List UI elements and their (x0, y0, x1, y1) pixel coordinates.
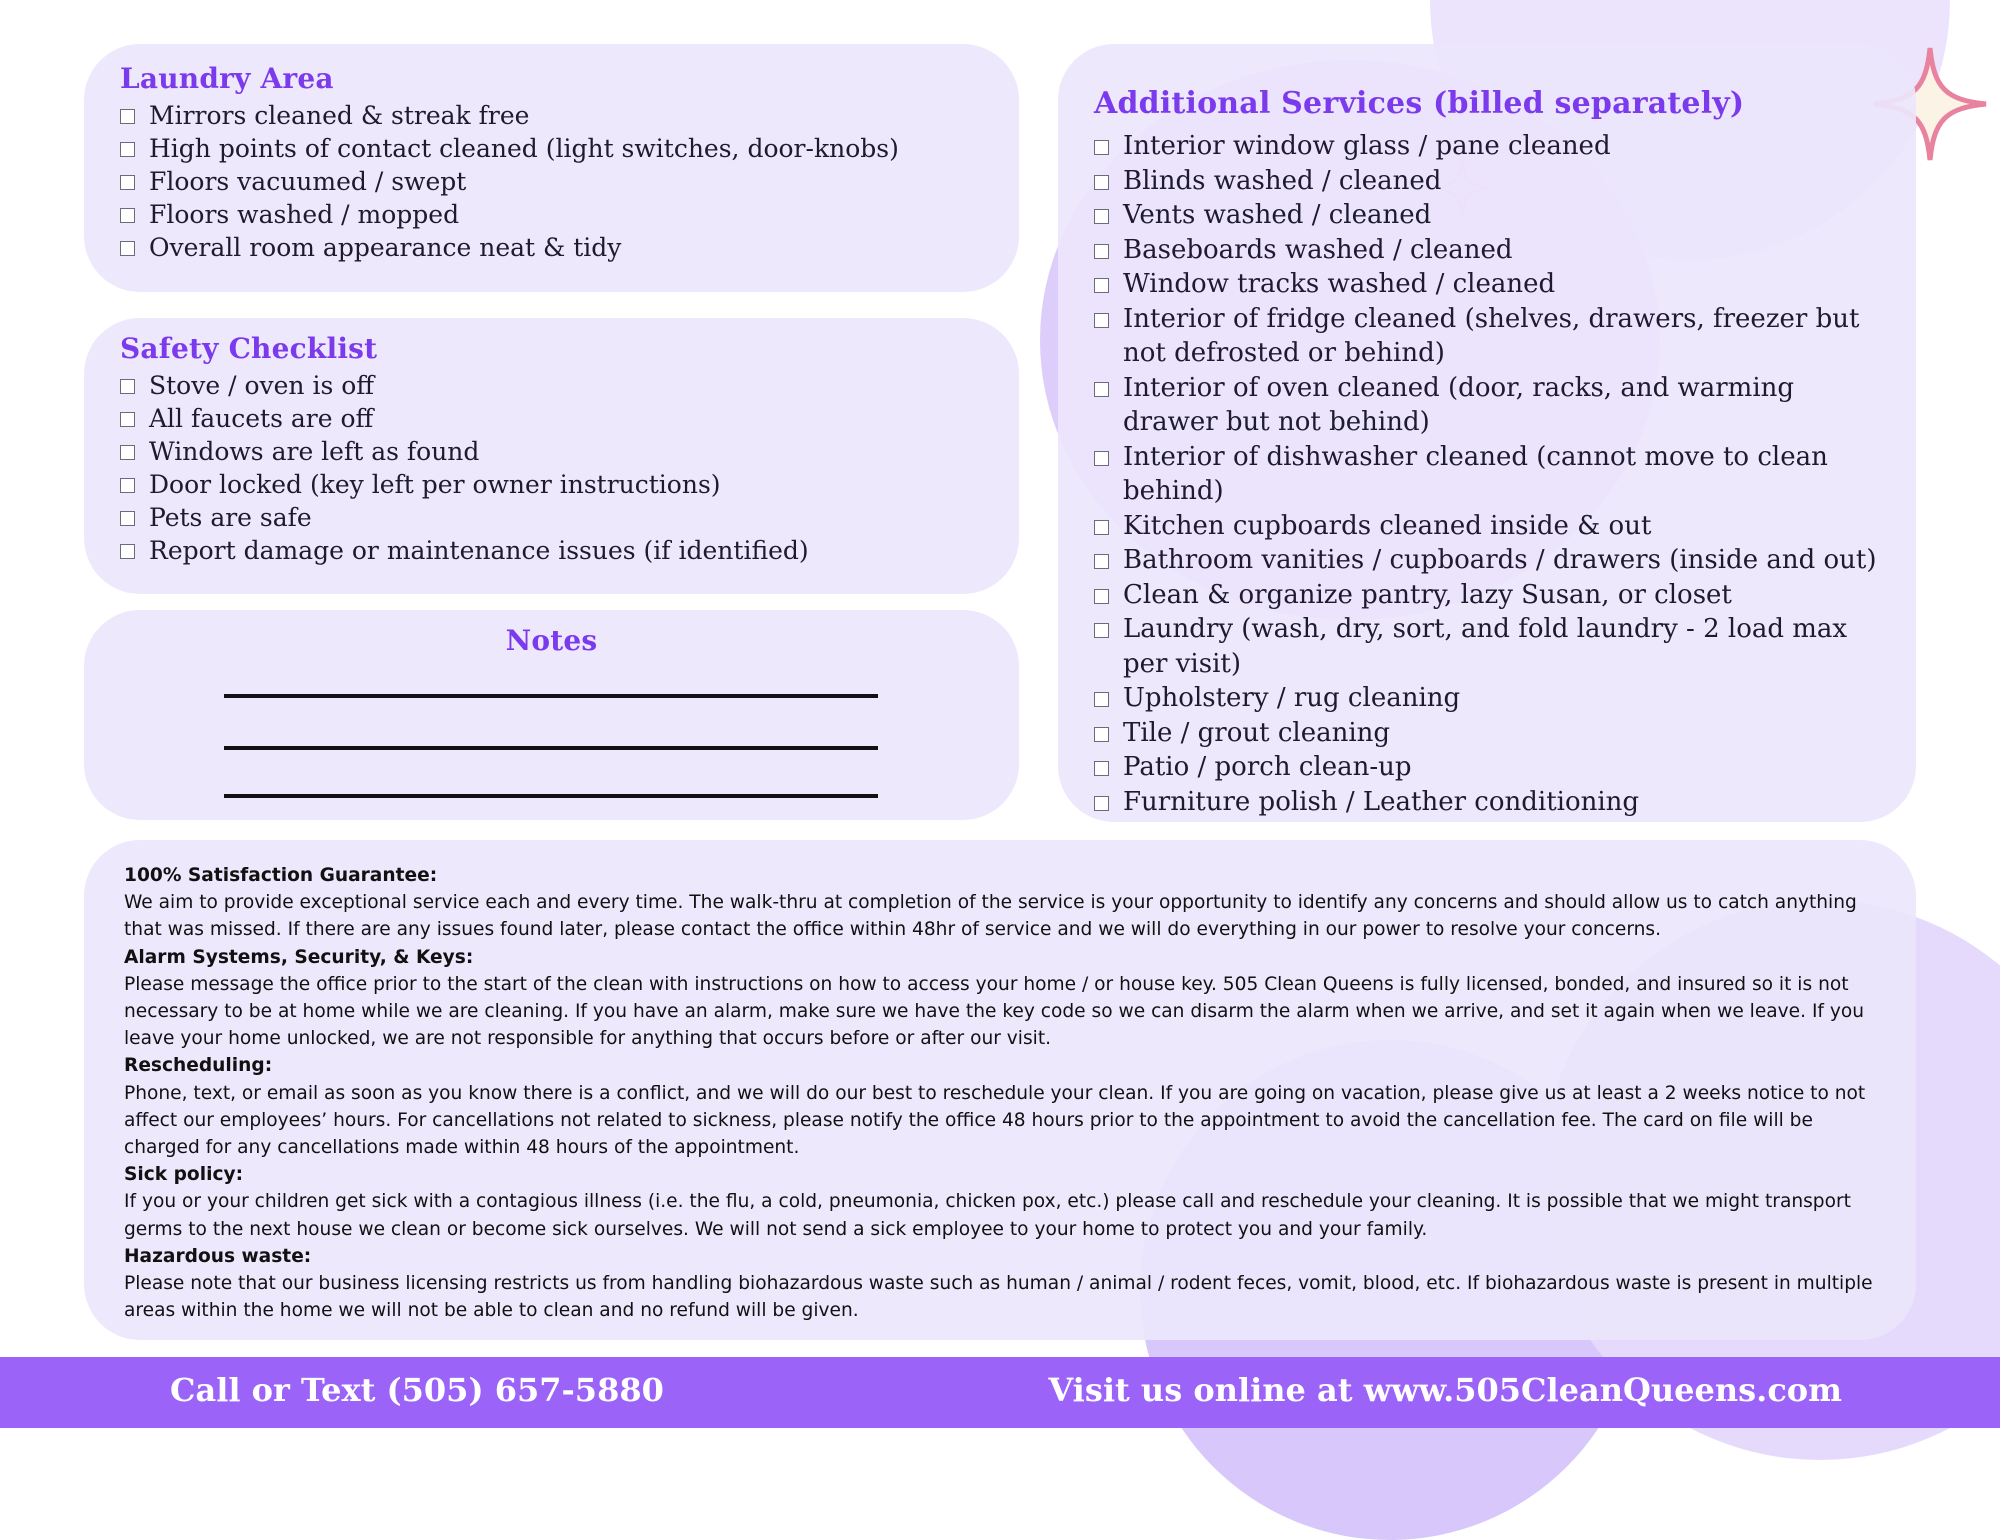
policy-body: We aim to provide exceptional service each and every time. The walk-thru at completion of the service is your opportunity to identify any concerns and should allow us to catch anything that was missed. If there are any issues found later, please contact the office within 48hr of service and we will do everything in our power to resolve your concerns. (124, 892, 1857, 941)
policies-card (84, 840, 1916, 1340)
notes-line[interactable] (224, 746, 878, 750)
checkbox[interactable] (120, 208, 135, 223)
checklist-item-label: Window tracks washed / cleaned (1123, 269, 1556, 299)
policy-title: Sick policy: (124, 1164, 244, 1186)
checkbox[interactable] (1094, 520, 1109, 535)
checkbox[interactable] (120, 478, 135, 493)
policy-title: Rescheduling: (124, 1055, 273, 1077)
checklist-item-label: Mirrors cleaned & streak free (149, 101, 530, 130)
checklist-item-label: Floors vacuumed / swept (149, 167, 467, 196)
checklist-item-label: Blinds washed / cleaned (1123, 165, 1442, 196)
checklist-item (1094, 509, 1880, 544)
checkbox[interactable] (120, 142, 135, 157)
checkbox[interactable] (1094, 278, 1109, 293)
notes-card (84, 610, 1019, 820)
checkbox[interactable] (120, 175, 135, 190)
checklist-item-label: Report damage or maintenance issues (if identified) (149, 536, 809, 565)
checklist-item (120, 231, 983, 264)
checklist-item-label: Vents washed / cleaned (1123, 200, 1432, 230)
checklist-item (120, 369, 983, 402)
notes-line[interactable] (224, 794, 878, 798)
checklist-item-label: All faucets are off (149, 404, 374, 433)
checklist-item-label: Upholstery / rug cleaning (1123, 683, 1461, 713)
checkbox[interactable] (1094, 761, 1109, 776)
policy-title: 100% Satisfaction Guarantee: (124, 865, 438, 886)
laundry-area-card (84, 44, 1019, 292)
checklist-item-label: Overall room appearance neat & tidy (149, 233, 622, 262)
policy-body: Phone, text, or email as soon as you know there is a conflict, and we will do our best to reschedule your clean. If you are going on vacation, please give us at least a 2 weeks notice to not affect our employees’ hours. For cancellations not related to sickness, please notify the office 48 hours prior to the appointment to avoid the cancellation fee. The card on file will be charged for any cancellations made within 48 hours of the appointment. (124, 1082, 1866, 1159)
checklist-item (120, 501, 983, 534)
checklist-item-label: Kitchen cupboards cleaned inside & out (1123, 510, 1652, 541)
checkbox[interactable] (120, 511, 135, 526)
policy-title: Alarm Systems, Security, & Keys: (124, 946, 474, 968)
checkbox[interactable] (1094, 727, 1109, 742)
policy-section (124, 862, 1878, 944)
checkbox[interactable] (120, 379, 135, 394)
policy-section (124, 1161, 1878, 1243)
checklist-item-label: Floors washed / mopped (149, 200, 460, 229)
checkbox[interactable] (1094, 623, 1109, 638)
checklist-item (1094, 371, 1880, 440)
checklist-item-label: Bathroom vanities / cupboards / drawers (inside and out) (1123, 545, 1877, 575)
checkbox[interactable] (1094, 451, 1109, 466)
checkbox[interactable] (1094, 313, 1109, 328)
checkbox[interactable] (1094, 692, 1109, 707)
checklist-item (1094, 578, 1880, 613)
checklist-item-label: Interior of fridge cleaned (shelves, drawers, freezer but not defrosted or behind) (1123, 303, 1860, 368)
checklist-item (1094, 267, 1880, 302)
policy-section (124, 944, 1878, 1053)
checklist-item-label: Furniture polish / Leather conditioning (1123, 786, 1640, 817)
checkbox[interactable] (1094, 244, 1109, 259)
checklist-item (1094, 233, 1880, 268)
checklist-item (120, 402, 983, 435)
checkbox[interactable] (120, 412, 135, 427)
checklist-item (1094, 129, 1880, 164)
checkbox[interactable] (1094, 140, 1109, 155)
additional-services-checklist (1094, 129, 1880, 819)
checkbox[interactable] (1094, 382, 1109, 397)
checkbox[interactable] (120, 241, 135, 256)
website-link[interactable]: Visit us online at www.505CleanQueens.com (1048, 1371, 1842, 1409)
checklist-item-label: Pets are safe (149, 503, 312, 532)
checklist-item-label: Windows are left as found (149, 437, 480, 466)
checklist-item (1094, 543, 1880, 578)
checklist-item (1094, 440, 1880, 509)
safety-checklist (120, 369, 983, 567)
checkbox[interactable] (1094, 554, 1109, 569)
safety-checklist-card (84, 318, 1019, 594)
checkbox[interactable] (1094, 796, 1109, 811)
checkbox[interactable] (120, 109, 135, 124)
checklist-item-label: Stove / oven is off (149, 371, 375, 400)
checklist-item (1094, 612, 1880, 681)
checklist-item-label: Laundry (wash, dry, sort, and fold laundry - 2 load max per visit) (1123, 614, 1848, 679)
checklist-item (1094, 681, 1880, 716)
checklist-item-label: Patio / porch clean-up (1123, 752, 1412, 782)
phone-contact[interactable]: Call or Text (505) 657-5880 (170, 1371, 664, 1409)
checklist-item (1094, 302, 1880, 371)
checklist-item-label: Tile / grout cleaning (1123, 717, 1391, 748)
checkbox[interactable] (120, 544, 135, 559)
checklist-item (120, 132, 983, 165)
checklist-item-label: Interior of oven cleaned (door, racks, and warming drawer but not behind) (1123, 372, 1795, 437)
checklist-item-label: High points of contact cleaned (light switches, door-knobs) (149, 134, 899, 163)
checklist-item (120, 435, 983, 468)
checkbox[interactable] (120, 445, 135, 460)
additional-services-card (1058, 44, 1916, 822)
notes-title: Notes (505, 624, 598, 657)
policy-section (124, 1243, 1878, 1325)
safety-checklist-title: Safety Checklist (120, 332, 378, 365)
notes-line[interactable] (224, 694, 878, 698)
additional-services-title: Additional Services (billed separately) (1094, 86, 1745, 121)
checklist-item (120, 198, 983, 231)
laundry-area-title: Laundry Area (120, 62, 334, 95)
checkbox[interactable] (1094, 209, 1109, 224)
checklist-item (1094, 750, 1880, 785)
policy-body: Please note that our business licensing restricts us from handling biohazardous waste such as human / animal / rodent feces, vomit, blood, etc. If biohazardous waste is present in multiple areas within the home we will not be able to clean and no refund will be given. (124, 1273, 1873, 1322)
checklist-item (1094, 785, 1880, 820)
laundry-checklist (120, 99, 983, 264)
policy-section (124, 1052, 1878, 1161)
checklist-item-label: Door locked (key left per owner instructions) (149, 470, 721, 499)
checkbox[interactable] (1094, 589, 1109, 604)
checklist-item-label: Interior window glass / pane cleaned (1123, 131, 1611, 161)
policy-body: Please message the office prior to the start of the clean with instructions on how to access your home / or house key. 505 Clean Queens is fully licensed, bonded, and insured so it is not necessary to be at home while we are cleaning. If you have an alarm, make sure we have the key code so we can disarm the alarm when we arrive, and set it again when we leave. If you leave your home unlocked, we are not responsible for anything that occurs before or after our visit. (124, 973, 1865, 1050)
checklist-item-label: Clean & organize pantry, lazy Susan, or closet (1123, 579, 1732, 610)
checklist-item (1094, 716, 1880, 751)
footer-bar (0, 1357, 2000, 1428)
checklist-item (120, 534, 983, 567)
checkbox[interactable] (1094, 175, 1109, 190)
checklist-item-label: Interior of dishwasher cleaned (cannot move to clean behind) (1123, 441, 1828, 506)
policy-body: If you or your children get sick with a contagious illness (i.e. the flu, a cold, pneumonia, chicken pox, etc.) please call and reschedule your cleaning. It is possible that we might transport germs to the next house we clean or become sick ourselves. We will not send a sick employee to your home to protect you and your family. (124, 1191, 1851, 1240)
checklist-item (120, 99, 983, 132)
checklist-item (1094, 164, 1880, 199)
checklist-item (120, 468, 983, 501)
checklist-item (1094, 198, 1880, 233)
policy-title: Hazardous waste: (124, 1245, 312, 1267)
checklist-item-label: Baseboards washed / cleaned (1123, 234, 1513, 265)
checklist-item (120, 165, 983, 198)
